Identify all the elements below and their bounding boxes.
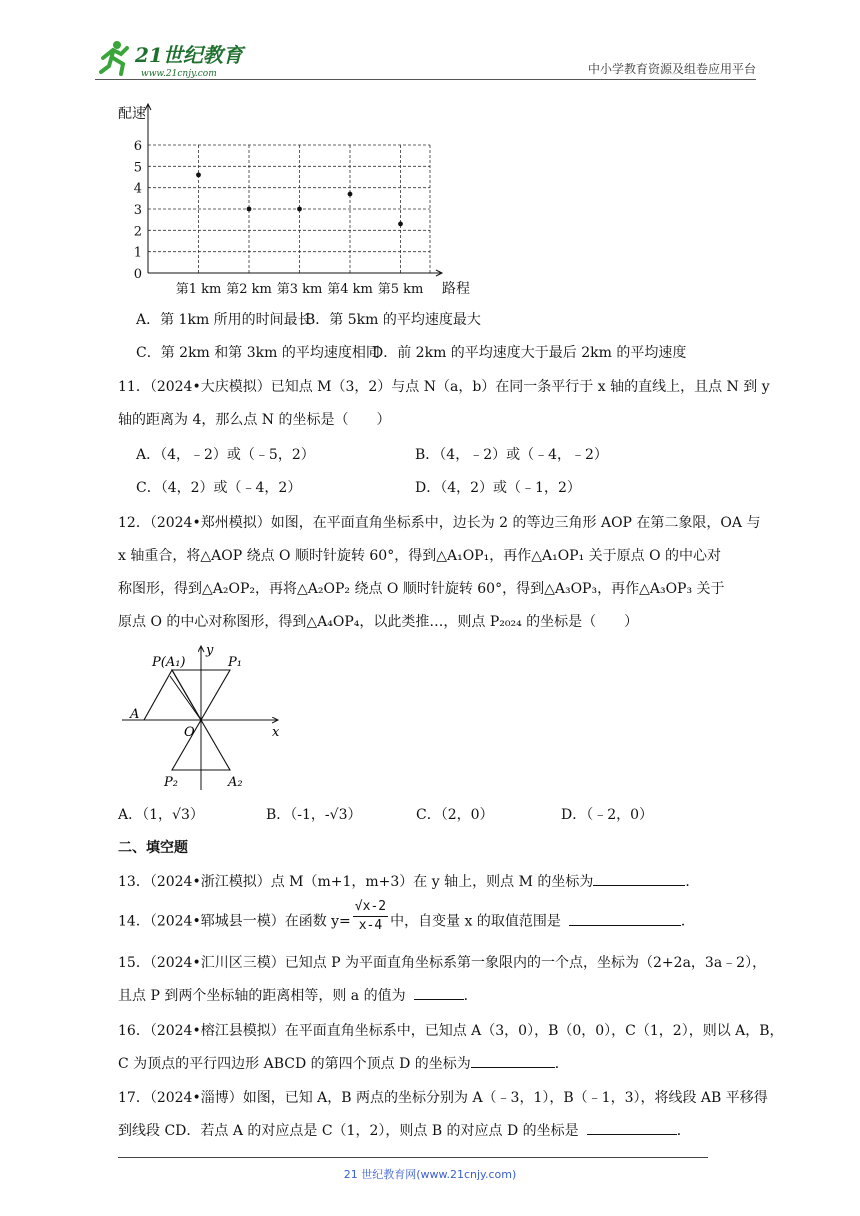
- q16-answer-blank[interactable]: [471, 1054, 555, 1068]
- runner-logo-icon: [101, 41, 127, 74]
- q12-option-b: B．（-1，-√3）: [266, 807, 362, 823]
- q16-stem-line2: C 为顶点的平行四边形 ABCD 的第四个顶点 D 的坐标为 ．: [118, 1056, 569, 1072]
- section-title-fill-blank: 二、填空题: [118, 840, 188, 856]
- chart-grid: [148, 145, 430, 273]
- q15-text: 且点 P 到两个坐标轴的距离相等，则 a 的值为: [118, 988, 406, 1004]
- q16-text: C 为顶点的平行四边形 ABCD 的第四个顶点 D 的坐标为: [118, 1056, 471, 1072]
- data-point-4: [348, 192, 353, 197]
- q12-stem-line1: 12．（2024•郑州模拟）如图，在平面直角坐标系中，边长为 2 的等边三角形 AOP 在第二象限，OA 与: [118, 515, 761, 531]
- q14-fraction: [353, 898, 388, 935]
- x-tick-label-3: 第3 km: [276, 282, 323, 297]
- x-tick-label-5: 第5 km: [377, 282, 424, 297]
- footer-divider: [118, 1157, 708, 1158]
- fig-label-p1: P₁: [228, 655, 242, 670]
- q15-stem-line2: 且点 P 到两个坐标轴的距离相等，则 a 的值为 ．: [118, 988, 478, 1004]
- q11-option-d: D．（4，2）或（﹣1，2）: [415, 480, 581, 496]
- q15-answer-blank[interactable]: [414, 986, 464, 1000]
- fig-triangle-aop: [144, 670, 201, 720]
- fig-label-p2: P₂: [164, 775, 178, 790]
- q13-answer-blank[interactable]: [593, 872, 685, 886]
- q12-option-d: D．（﹣2，0）: [561, 807, 654, 823]
- q14-text-post: 中，自变量 x 的取值范围是: [390, 913, 561, 930]
- q11-option-b: B．（4，﹣2）或（﹣4，﹣2）: [415, 447, 608, 463]
- data-point-1: [196, 172, 201, 177]
- q12-option-a: A．（1，√3）: [118, 807, 204, 823]
- y-tick-label-2: 2: [133, 224, 142, 240]
- q12-stem-line2: x 轴重合，将△AOP 绕点 O 顺时针旋转 60°，得到△A₁OP₁，再作△A₁OP₁ 关于原点 O 的中心对: [118, 548, 722, 564]
- q10-option-b: B．第 5km 的平均速度最大: [305, 312, 481, 328]
- logo-main-text: 21世纪教育: [135, 43, 243, 67]
- y-tick-label-3: 3: [133, 203, 142, 218]
- x-tick-label-4: 第4 km: [327, 282, 373, 297]
- x-tick-label-1: 第1 km: [175, 282, 222, 297]
- fig-label-x: x: [272, 725, 280, 740]
- q11-option-a: A．（4，﹣2）或（﹣5，2）: [136, 447, 315, 463]
- q11-option-c: C．（4，2）或（﹣4，2）: [136, 480, 302, 496]
- x-axis-label: 路程: [442, 281, 470, 297]
- chart-labels: [118, 105, 470, 297]
- q10-option-a: A．第 1km 所用的时间最长: [136, 312, 312, 328]
- q14-text-pre: 14．（2024•郓城县一模）在函数 y=: [118, 913, 351, 930]
- pace-chart: [110, 100, 490, 300]
- y-tick-label-1: 1: [133, 245, 142, 261]
- y-tick-label-0: 0: [133, 267, 142, 282]
- fig-label-y: y: [206, 643, 214, 658]
- q17-stem-line1: 17．（2024•淄博）如图，已知 A，B 两点的坐标分别为 A（﹣3，1），B（﹣1，3），将线段 AB 平移得: [118, 1090, 768, 1106]
- q11-stem-line2: 轴的距离为 4，那么点 N 的坐标是（ ）: [118, 412, 391, 428]
- q12-option-c: C．（2，0）: [416, 807, 494, 823]
- q14-denominator: x-4: [358, 918, 383, 933]
- fig-label-pa1: P(A₁): [152, 655, 186, 670]
- q10-option-d: D．前 2km 的平均速度大于最后 2km 的平均速度: [372, 345, 687, 361]
- q14-stem: 14．（2024•郓城县一模）在函数 y= $\frac{√x-2}{x-4}$ 中，自变量 x 的取值范围是 ．: [118, 899, 695, 933]
- y-axis-label: 配速: [118, 106, 146, 122]
- y-tick-label-4: 4: [133, 181, 142, 197]
- data-point-5: [398, 222, 403, 227]
- q17-answer-blank[interactable]: [587, 1121, 677, 1135]
- y-tick-label-6: 6: [133, 139, 142, 154]
- platform-title: 中小学教育资源及组卷应用平台: [587, 62, 756, 76]
- q14-answer-blank[interactable]: [569, 912, 681, 926]
- q12-figure: [110, 640, 300, 800]
- q14-numerator: √x-2: [353, 898, 388, 917]
- q11-stem-line1: 11．（2024•大庆模拟）已知点 M（3，2）与点 N（a，b）在同一条平行于 x 轴的直线上，且点 N 到 y: [118, 379, 770, 395]
- q13-stem: 13．（2024•浙江模拟）点 M（m+1，m+3）在 y 轴上，则点 M 的坐标为 ．: [118, 874, 700, 890]
- q10-option-c: C．第 2km 和第 3km 的平均速度相同: [136, 345, 380, 361]
- q12-stem-line3: 称图形，得到△A₂OP₂，再将△A₂OP₂ 绕点 O 顺时针旋转 60°，得到△A₃OP₃，再作△A₃OP₃ 关于: [118, 581, 725, 597]
- q16-stem-line1: 16．（2024•榕江县模拟）在平面直角坐标系中，已知点 A（3，0），B（0，0），C（1，2），则以 A，B，: [118, 1023, 784, 1039]
- chart-axes: [145, 104, 442, 276]
- data-point-2: [247, 207, 252, 212]
- q17-stem-line2: 到线段 CD．若点 A 的对应点是 C（1，2），则点 B 的对应点 D 的坐标是 ．: [118, 1123, 691, 1139]
- fig-label-o: O: [184, 725, 195, 740]
- q13-text: 13．（2024•浙江模拟）点 M（m+1，m+3）在 y 轴上，则点 M 的坐标为: [118, 874, 594, 890]
- footer-text: 21 世纪教育网(www.21cnjy.com): [343, 1168, 517, 1181]
- fig-label-a2: A₂: [228, 775, 243, 790]
- header-divider: [95, 79, 756, 80]
- q17-text: 到线段 CD．若点 A 的对应点是 C（1，2），则点 B 的对应点 D 的坐标是: [118, 1123, 579, 1139]
- q15-stem-line1: 15．（2024•汇川区三模）已知点 P 为平面直角坐标系第一象限内的一个点，坐标为（2+2a，3a﹣2），: [118, 955, 767, 971]
- data-point-3: [297, 207, 302, 212]
- logo-url-text: www.21cnjy.com: [141, 69, 217, 79]
- q12-stem-line4: 原点 O 的中心对称图形，得到△A₄OP₄，以此类推…，则点 P₂₀₂₄ 的坐标是（ ）: [118, 614, 639, 630]
- x-tick-label-2: 第2 km: [226, 282, 272, 297]
- site-logo: [95, 36, 265, 80]
- y-tick-label-5: 5: [133, 160, 142, 176]
- fig-label-a: A: [130, 707, 140, 722]
